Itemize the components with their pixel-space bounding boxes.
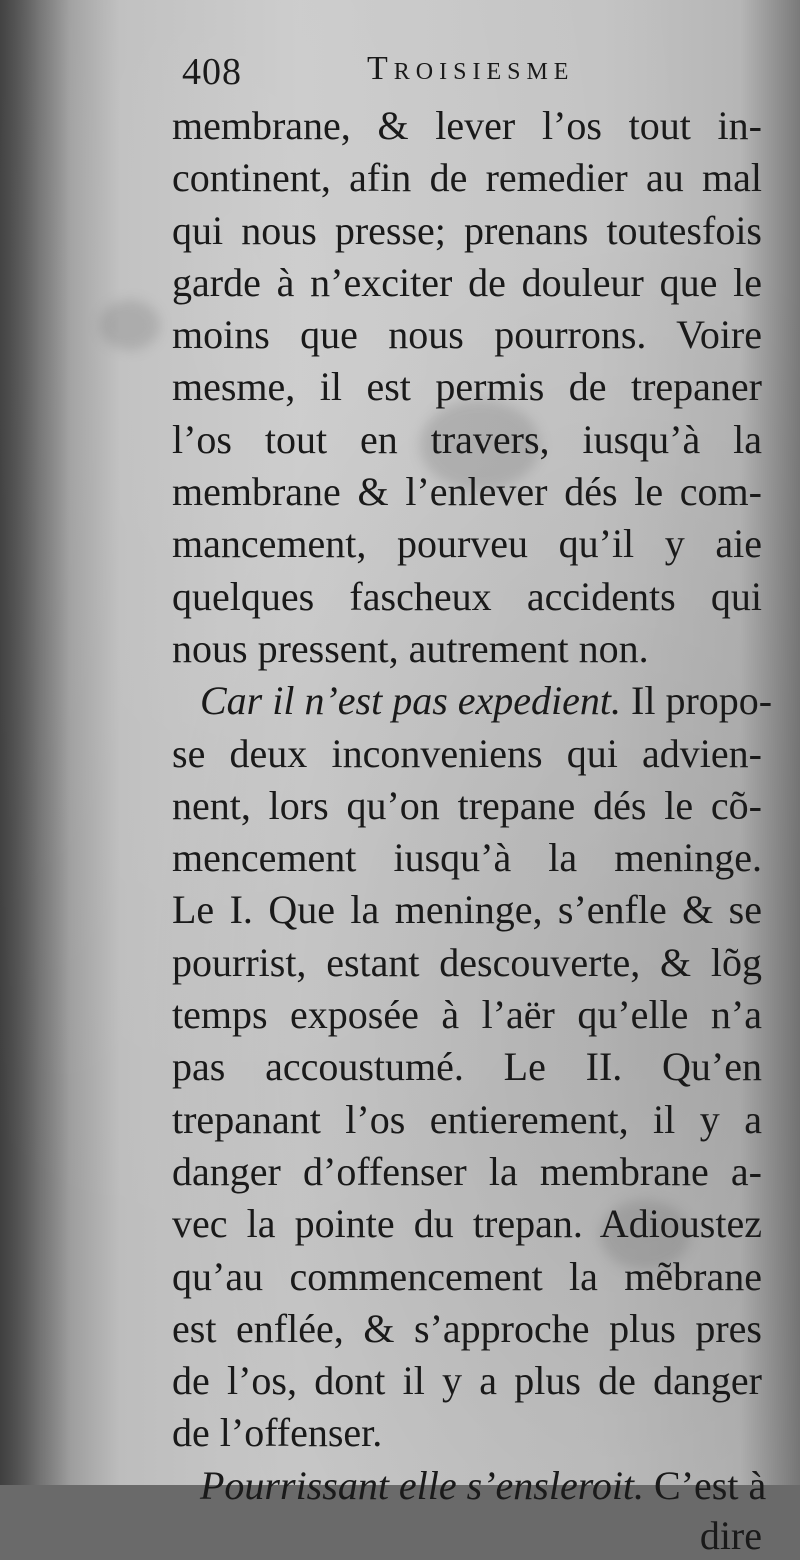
page-header: [172, 48, 782, 100]
text-line: mencement iusqu’à la meninge.: [172, 835, 762, 881]
page-text: [172, 48, 782, 1560]
text-line: de l’os, dont il y a plus de danger: [172, 1358, 762, 1404]
lemma-commentary: C’est à: [644, 1462, 767, 1508]
text-line: Le I. Que la meninge, s’enfle & se: [172, 887, 762, 933]
text-line: l’os tout en travers, iusqu’à la: [172, 416, 762, 462]
paragraph-lead-line: [172, 1460, 767, 1512]
text-line: vec la pointe du trepan. Adioustez: [172, 1201, 762, 1247]
paragraph-lead-line: [172, 675, 773, 727]
text-line: continent, afin de remedier au mal: [172, 155, 762, 201]
text-line: pourrist, estant descouverte, & lõg: [172, 939, 762, 985]
text-line: pas accoustumé. Le II. Qu’en: [172, 1044, 762, 1090]
page-binding-shadow: [0, 0, 70, 1485]
text-line: qu’au commencement la mẽbrane: [172, 1253, 762, 1299]
text-line: membrane, & lever l’os tout in-: [172, 103, 762, 148]
text-line: temps exposée à l’aër qu’elle n’a: [172, 992, 762, 1038]
text-line: nent, lors qu’on trepane dés le cõ-: [172, 782, 762, 828]
text-line: garde à n’exciter de douleur que le: [172, 259, 762, 305]
paper-stain: [100, 300, 160, 350]
text-line: mesme, il est permis de trepaner: [172, 364, 762, 410]
lemma-commentary: Il propo-: [621, 678, 773, 724]
text-line: est enflée, & s’approche plus pres: [172, 1305, 762, 1351]
text-line: quelques fascheux accidents qui: [172, 573, 762, 619]
text-line: de l’offenser.: [172, 1410, 383, 1456]
text-line: moins que nous pourrons. Voire: [172, 312, 762, 358]
running-head: Troisiesme: [367, 50, 575, 87]
text-line: danger d’offenser la membrane a-: [172, 1148, 762, 1194]
text-line: trepanant l’os entierement, il y a: [172, 1096, 762, 1142]
text-line: membrane & l’enlever dés le com-: [172, 469, 762, 515]
text-line: nous pressent, autrement non.: [172, 625, 649, 671]
text-line: mancement, pourveu qu’il y aie: [172, 521, 762, 567]
lemma-italic: Car il n’est pas expedient.: [200, 678, 622, 724]
catchword: dire: [699, 1513, 762, 1559]
lemma-italic: Pourrissant elle s’ensleroit.: [200, 1462, 645, 1508]
text-line: qui nous presse; prenans toutesfois: [172, 207, 762, 253]
text-line: se deux inconveniens qui advien-: [172, 730, 762, 776]
page-number: 408: [182, 51, 242, 93]
